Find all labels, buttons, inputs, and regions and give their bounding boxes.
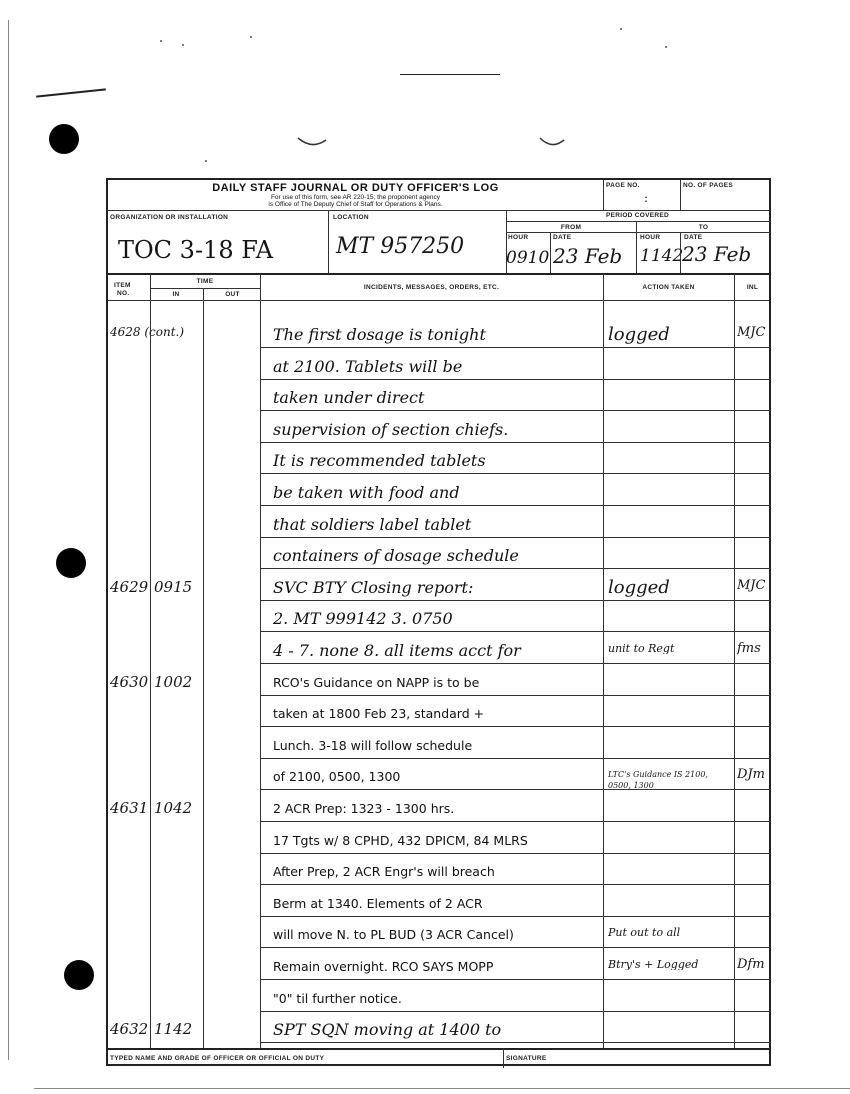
row-incident-text: be taken with food and bbox=[273, 483, 460, 502]
scan-edge-left bbox=[8, 20, 9, 1060]
row-item-no: 4631 bbox=[110, 799, 149, 817]
item-no-label-2: NO. bbox=[117, 290, 130, 297]
row-rule bbox=[260, 884, 771, 885]
row-rule bbox=[260, 821, 771, 822]
row-incident-text: Lunch. 3-18 will follow schedule bbox=[273, 737, 473, 753]
time-out-label: OUT bbox=[225, 291, 240, 298]
row-time-in: 1002 bbox=[154, 672, 193, 691]
from-date-value: 23 Feb bbox=[553, 244, 623, 268]
row-initials: MJC bbox=[737, 577, 766, 593]
period-divider bbox=[506, 221, 771, 222]
signature-label: SIGNATURE bbox=[506, 1055, 547, 1062]
location-period-divider bbox=[506, 210, 507, 273]
col-item-divider bbox=[150, 273, 151, 1048]
row-rule bbox=[260, 789, 771, 790]
header-divider-2 bbox=[108, 273, 769, 275]
row-incident-text: It is recommended tablets bbox=[273, 451, 486, 471]
row-incident-text: SPT SQN moving at 1400 to bbox=[273, 1020, 502, 1040]
row-action-taken: Btry's + Logged bbox=[608, 959, 699, 970]
inl-label: INL bbox=[746, 284, 759, 291]
row-rule bbox=[260, 505, 771, 506]
col-out-divider bbox=[260, 273, 261, 1048]
row-rule bbox=[260, 979, 771, 980]
from-to-vertical bbox=[636, 221, 637, 273]
header-divider-1 bbox=[108, 210, 769, 211]
row-item-no: 4630 bbox=[110, 672, 149, 691]
row-incident-text: supervision of section chiefs. bbox=[273, 419, 509, 439]
organization-label: ORGANIZATION OR INSTALLATION bbox=[110, 214, 229, 221]
binder-hole-top bbox=[49, 124, 79, 154]
row-incident-text: that soldiers label tablet bbox=[273, 514, 472, 534]
row-time-in: 0915 bbox=[154, 577, 193, 596]
time-label: TIME bbox=[196, 278, 214, 285]
time-divider bbox=[150, 288, 260, 289]
row-initials: fms bbox=[737, 641, 761, 656]
no-of-pages-label: NO. OF PAGES bbox=[683, 182, 734, 189]
row-incident-text: at 2100. Tablets will be bbox=[273, 356, 463, 376]
binder-hole-bottom bbox=[64, 960, 94, 990]
from-label: FROM bbox=[560, 224, 582, 231]
org-location-divider bbox=[328, 210, 329, 273]
row-rule bbox=[260, 568, 771, 569]
scan-mark-top-left bbox=[36, 88, 106, 97]
row-action-taken: Put out to all bbox=[608, 927, 681, 939]
row-rule bbox=[260, 758, 771, 759]
row-action-taken: logged bbox=[608, 324, 670, 345]
row-item-no: 4632 bbox=[110, 1020, 149, 1039]
row-incident-text: "0" til further notice. bbox=[273, 990, 402, 1006]
form-title: DAILY STAFF JOURNAL OR DUTY OFFICER'S LOG bbox=[212, 182, 499, 194]
page-no-label: PAGE NO. bbox=[606, 182, 640, 189]
scan-mark-top bbox=[400, 74, 500, 75]
row-incident-text: Remain overnight. RCO SAYS MOPP bbox=[273, 959, 494, 974]
col-action-divider bbox=[734, 273, 735, 1048]
to-hour-value: 1142 bbox=[640, 246, 684, 266]
row-incident-text: 2. MT 999142 3. 0750 bbox=[273, 609, 453, 629]
from-hour-divider bbox=[550, 232, 551, 273]
row-rule bbox=[260, 663, 771, 664]
row-incident-text: containers of dosage schedule bbox=[273, 546, 519, 566]
from-to-divider bbox=[506, 232, 771, 233]
column-header-divider bbox=[108, 300, 769, 301]
row-rule bbox=[260, 410, 771, 411]
to-date-label: DATE bbox=[684, 234, 703, 241]
binder-hole-middle bbox=[56, 548, 86, 578]
from-date-label: DATE bbox=[553, 234, 572, 241]
time-in-label: IN bbox=[172, 291, 180, 298]
no-pages-divider bbox=[680, 180, 681, 210]
row-incident-text: will move N. to PL BUD (3 ACR Cancel) bbox=[273, 927, 514, 943]
row-initials: MJC bbox=[737, 325, 766, 340]
row-action-taken: unit to Regt bbox=[608, 643, 675, 654]
to-hour-divider bbox=[680, 232, 681, 273]
row-incident-text: of 2100, 0500, 1300 bbox=[273, 769, 401, 785]
row-incident-text: 4 - 7. none 8. all items acct for bbox=[273, 641, 521, 660]
col-in-divider bbox=[203, 288, 204, 1048]
to-label: TO bbox=[698, 224, 709, 231]
typed-name-label: TYPED NAME AND GRADE OF OFFICER OR OFFICIAL ON DUTY bbox=[110, 1055, 325, 1062]
page-no-divider bbox=[603, 180, 604, 210]
row-incident-text: 17 Tgts w/ 8 CPHD, 432 DPICM, 84 MLRS bbox=[273, 832, 528, 848]
row-rule bbox=[260, 947, 771, 948]
row-rule bbox=[260, 853, 771, 854]
row-rule bbox=[260, 442, 771, 443]
row-time-in: 1042 bbox=[154, 799, 193, 817]
row-action-taken: logged bbox=[608, 576, 670, 598]
duty-log-form bbox=[106, 178, 771, 1066]
page-no-value: : bbox=[644, 191, 649, 205]
row-rule bbox=[260, 726, 771, 727]
from-hour-label: HOUR bbox=[508, 234, 529, 241]
row-rule bbox=[260, 1042, 771, 1043]
row-item-no: 4628 (cont.) bbox=[110, 325, 185, 339]
scan-edge-bottom bbox=[34, 1088, 850, 1089]
row-rule bbox=[260, 916, 771, 917]
location-value: MT 957250 bbox=[336, 234, 465, 259]
row-item-no: 4629 bbox=[110, 577, 149, 596]
col-text-divider bbox=[603, 273, 604, 1048]
row-rule bbox=[260, 695, 771, 696]
row-incident-text: SVC BTY Closing report: bbox=[273, 577, 474, 597]
row-initials: DJm bbox=[737, 767, 765, 783]
row-incident-text: After Prep, 2 ACR Engr's will breach bbox=[273, 864, 495, 880]
incidents-label: INCIDENTS, MESSAGES, ORDERS, ETC. bbox=[363, 284, 500, 291]
period-covered-label: PERIOD COVERED bbox=[605, 212, 670, 219]
form-subtitle-1: For use of this form, see AR 220-15; the proponent agency bbox=[270, 194, 441, 201]
form-subtitle-2: is Office of The Deputy Chief of Staff for Operations & Plans. bbox=[268, 201, 443, 208]
row-incident-text: RCO's Guidance on NAPP is to be bbox=[273, 674, 480, 690]
row-incident-text: Berm at 1340. Elements of 2 ACR bbox=[273, 895, 483, 911]
organization-value: TOC 3-18 FA bbox=[118, 236, 274, 264]
row-rule bbox=[260, 473, 771, 474]
row-incident-text: 2 ACR Prep: 1323 - 1300 hrs. bbox=[273, 801, 455, 816]
item-no-label-1: ITEM bbox=[114, 282, 131, 289]
row-rule bbox=[260, 347, 771, 348]
row-incident-text: The first dosage is tonight bbox=[273, 325, 486, 344]
row-action-taken: LTC's Guidance IS 2100, 0500, 1300 bbox=[608, 770, 708, 791]
to-date-value: 23 Feb bbox=[682, 242, 752, 266]
row-rule bbox=[260, 537, 771, 538]
row-rule bbox=[260, 631, 771, 632]
row-time-in: 1142 bbox=[154, 1020, 193, 1039]
row-incident-text: taken under direct bbox=[273, 388, 425, 408]
row-rule bbox=[260, 1011, 771, 1012]
to-hour-label: HOUR bbox=[640, 234, 661, 241]
row-rule bbox=[260, 600, 771, 601]
action-taken-label: ACTION TAKEN bbox=[642, 284, 695, 291]
footer-divider bbox=[108, 1048, 769, 1050]
from-hour-value: 0910 bbox=[506, 248, 550, 268]
row-rule bbox=[260, 379, 771, 380]
row-incident-text: taken at 1800 Feb 23, standard + bbox=[273, 706, 485, 722]
row-initials: Dfm bbox=[737, 957, 765, 972]
footer-signature-divider bbox=[503, 1048, 504, 1068]
location-label: LOCATION bbox=[333, 214, 369, 221]
